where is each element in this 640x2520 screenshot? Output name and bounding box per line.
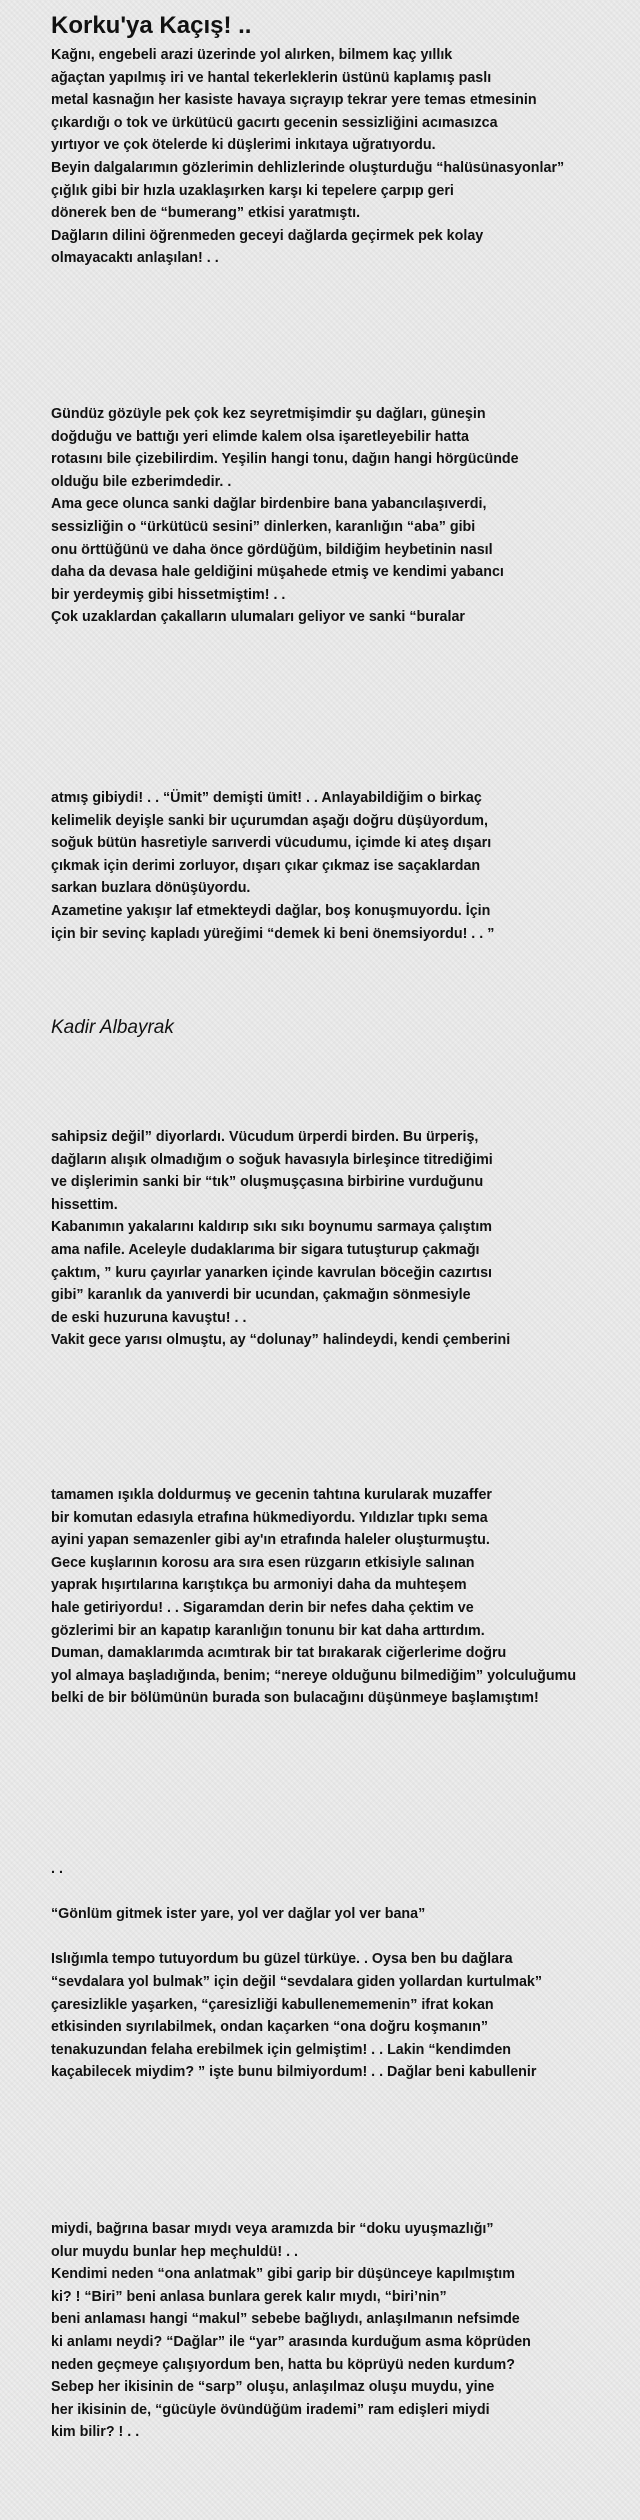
text-line: olduğu bile ezberimdedir. . [51,473,232,490]
text-line: Kendimi neden “ona anlatmak” gibi garip bir düşünceye kapılmıştım [51,2266,515,2283]
text-line: sarkan buzlara dönüşüyordu. [51,880,251,897]
text-line: gözlerimi bir an kapatıp karanlığın tonunu bir kat daha arttırdım. [51,1622,485,1639]
text-line: ağaçtan yapılmış iri ve hantal tekerleklerin üstünü kaplamış paslı [51,69,492,86]
text-line: yırtıyor ve çok ötelerde ki düşlerimi inkıtaya uğratıyordu. [51,137,436,154]
text-line: Duman, damaklarımda acımtırak bir tat bırakarak ciğerlerime doğru [51,1645,507,1662]
text-line: metal kasnağın her kasiste havaya sıçrayıp tekrar yere temas etmesinin [51,92,537,109]
text-line: doğduğu ve battığı yeri elimde kalem olsa işaretleyebilir hatta [51,428,469,445]
text-line: onu örttüğünü ve daha önce gördüğüm, bildiğim heybetinin nasıl [51,541,493,558]
text-line: etkisinden sıyrılabilmek, ondan kaçarken “ona doğru koşmanın” [51,2019,488,2036]
text-line: miydi, bağrına basar mıydı veya aramızda bir “doku uyuşmazlığı” [51,2221,494,2237]
text-line: ki anlamı neydi? “Dağlar” ile “yar” arasında kurduğum asma köprüden [51,2333,531,2350]
paragraph-block-4 [51,1126,510,1352]
text-line: Çok uzaklardan çakalların ulumaları geliyor ve sanki “buralar [51,609,465,626]
text-line: Beyin dalgalarımın gözlerimin dehlizlerinde oluşturduğu “halüsünasyonlar” [51,159,565,176]
article-title: Korku'ya Kaçış! .. [51,12,252,39]
text-line: gibi” karanlık da yanıverdi bir ucundan, çakmağın sönmesiyle [51,1287,471,1304]
text-line: çaresizlikle yaşarken, “çaresizliği kabullenememenin” ifrat kokan [51,1996,494,2013]
text-line: Ama gece olunca sanki dağlar birdenbire bana yabancılaşıverdi, [51,496,487,513]
text-line: daha da devasa hale geldiğini müşahede etmiş ve kendimi yabancı [51,564,504,581]
text-line: ki? ! “Biri” beni anlasa bunlara gerek kalır mıydı, “biri’nin” [51,2288,447,2305]
author-signature: Kadir Albayrak [51,1017,174,1038]
text-line: kelimelik deyişle sanki bir uçurumdan aşağı doğru düşüyordum, [51,812,488,829]
text-line: olur muydu bunlar hep meçhuldü! . . [51,2243,299,2260]
text-line: olmayacaktı anlaşılan! . . [51,250,219,267]
paragraph-block-3 [51,787,494,945]
text-line: atmış gibiydi! . . “Ümit” demişti ümit! . . Anlayabildiğim o birkaç [51,790,482,806]
text-line: Sebep her ikisinin de “sarp” oluşu, anlaşılmaz oluşu muydu, yine [51,2379,495,2396]
text-line: belki de bir bölümünün burada son bulacağını düşünmeye başlamıştım! [51,1690,539,1707]
text-line: çıkmak için derimi zorluyor, dışarı çıkar çıkmaz ise saçaklardan [51,857,481,874]
text-line: çığlık gibi bir hızla uzaklaşırken karşı ki tepelere çarpıp geri [51,182,454,199]
text-line: “Gönlüm gitmek ister yare, yol ver dağlar yol ver bana” [51,1906,426,1923]
text-line: dönerek ben de “bumerang” etkisi yaratmıştı. [51,205,361,222]
text-line [51,1881,542,1904]
text-line: “sevdalara yol bulmak” için değil “sevdalara giden yollardan kurtulmak” [51,1973,543,1990]
text-line: her ikisinin de, “gücüyle övündüğüm irademi” ram edişleri miydi [51,2401,490,2418]
text-line: ayini yapan semazenler gibi ay'ın etrafında haleler oluşturmuştu. [51,1532,490,1549]
text-line: Islığımla tempo tutuyordum bu güzel türküye. . Oysa ben bu dağlara [51,1951,513,1968]
text-line: ama nafile. Aceleyle dudaklarıma bir sigara tutuşturup çakmağı [51,1241,480,1258]
text-line [51,1926,542,1949]
text-line: sessizliğin o “ürkütücü sesini” dinlerken, karanlığın “aba” gibi [51,518,476,535]
text-line: yol almaya başladığında, benim; “nereye olduğunu bilmediğim” yolculuğumu [51,1667,577,1684]
text-line: Vakit gece yarısı olmuştu, ay “dolunay” halindeydi, kendi çemberini [51,1332,511,1349]
text-line: çıkardığı o tok ve ürkütücü gacırtı gecenin sessizliğini acımasızca [51,114,498,131]
paragraph-block-7 [51,2218,531,2444]
text-line: tenakuzundan felaha erebilmek için gelmiştim! . . Lakin “kendimden [51,2041,511,2058]
text-line: rotasını bile çizebilirdim. Yeşilin hangi tonu, dağın hangi hörgücünde [51,451,519,468]
text-line: beni anlaması hangi “makul” sebebe bağlıydı, anlaşılmanın nefsimde [51,2311,520,2328]
text-line: neden geçmeye çalışıyordum ben, hatta bu köprüyü neden kurdum? [51,2356,515,2373]
text-line: Azametine yakışır laf etmekteydi dağlar, boş konuşmuyordu. İçin [51,902,491,919]
text-line: sahipsiz değil” diyorlardı. Vücudum ürperdi birden. Bu ürperiş, [51,1129,479,1145]
text-line: Kağnı, engebeli arazi üzerinde yol alırken, bilmem kaç yıllık [51,47,453,63]
text-line: soğuk bütün hasretiyle sarıverdi vücudumu, içimde ki ateş dışarı [51,835,492,852]
paragraph-block-6 [51,1858,542,2084]
text-line: dağların alışık olmadığım o soğuk havasıyla birleşince titrediğimi [51,1151,493,1168]
text-line: . . [51,1861,63,1877]
text-line: de eski huzuruna kavuştu! . . [51,1309,247,1326]
text-line: Gece kuşlarının korosu ara sıra esen rüzgarın etkisiyle salınan [51,1554,475,1571]
text-line: hale getiriyordu! . . Sigaramdan derin bir nefes daha çektim ve [51,1599,474,1616]
paragraph-block-1 [51,44,564,270]
text-line: Gündüz gözüyle pek çok kez seyretmişimdir şu dağları, güneşin [51,406,486,422]
text-line: yaprak hışırtılarına karıştıkça bu armoniyi daha da muhteşem [51,1577,467,1594]
paragraph-block-2 [51,403,519,629]
text-line: bir komutan edasıyla etrafına hükmediyordu. Yıldızlar tıpkı sema [51,1509,488,1526]
text-line: tamamen ışıkla doldurmuş ve gecenin tahtına kurularak muzaffer [51,1487,492,1503]
text-line: bir yerdeymiş gibi hissetmiştim! . . [51,586,286,603]
text-line: Dağların dilini öğrenmeden geceyi dağlarda geçirmek pek kolay [51,227,484,244]
text-line: Kabanımın yakalarını kaldırıp sıkı sıkı boynumu sarmaya çalıştım [51,1219,493,1236]
paragraph-block-5 [51,1484,576,1710]
text-line: ve dişlerimin sanki bir “tık” oluşmuşçasına birbirine vurduğunu [51,1174,484,1191]
text-line: için bir sevinç kapladı yüreğimi “demek ki beni önemsiyordu! . . ” [51,925,495,942]
text-line: kaçabilecek miydim? ” işte bunu bilmiyordum! . . Dağlar beni kabullenir [51,2064,537,2081]
text-line: kim bilir? ! . . [51,2424,140,2441]
text-line: çaktım, ” kuru çayırlar yanarken içinde kavrulan böceğin cazırtısı [51,1264,493,1281]
text-line: hissettim. [51,1196,118,1213]
